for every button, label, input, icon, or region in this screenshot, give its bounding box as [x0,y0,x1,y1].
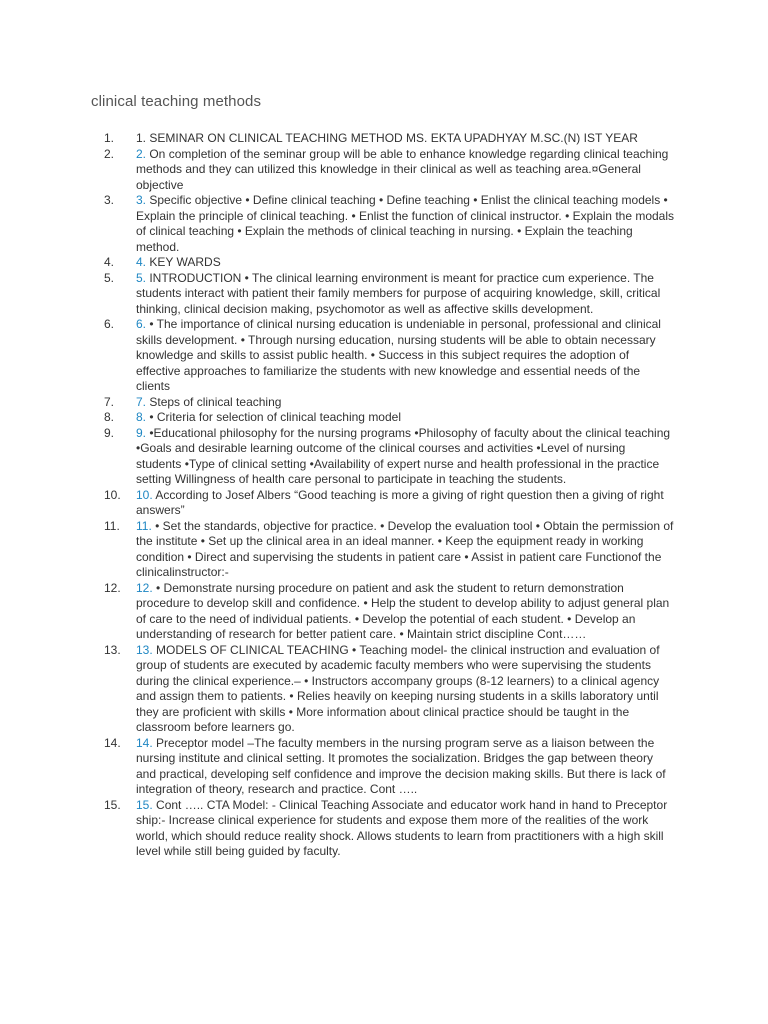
item-body [136,488,674,519]
document-title: clinical teaching methods [91,93,262,110]
item-text: • The importance of clinical nursing education is undeniable in personal, professional and clinical skills development. • Through nursing education, nursing students will be able to obtain necessary knowledge and skills to assist public health. • Success in this subject requires the adoption of effective approaches to familiarize the students with new knowledge and essential needs of the clients [136,317,661,393]
item-number: 13. [104,642,121,657]
slide-link[interactable]: 5. [136,270,147,285]
list-item [104,147,674,194]
list-item [104,643,674,736]
item-number: 4. [104,255,115,269]
transcript-list [104,131,674,860]
item-number: 15. [104,797,121,812]
item-body [136,255,674,271]
item-body [136,193,674,255]
item-body [136,581,674,643]
list-item [104,736,674,798]
list-item [104,519,674,581]
item-number: 14. [104,735,121,750]
slide-link[interactable]: 9. [136,425,147,440]
item-body [136,519,674,581]
item-body [136,395,674,411]
item-body [136,410,674,426]
item-body [136,643,674,736]
slide-link[interactable]: 15. [136,797,153,812]
list-item [104,131,674,147]
slide-link[interactable]: 12. [136,580,153,595]
item-number: 2. [104,146,115,161]
slide-link[interactable]: 8. [136,410,147,424]
slide-link[interactable]: 13. [136,642,153,657]
item-text: • Criteria for selection of clinical teaching model [146,410,401,424]
item-text: Preceptor model –The faculty members in the nursing program serve as a liaison between the nursing institute and clinical setting. It promotes the socialization. Bridges the gap between theory and practical, developing self confidence and improve the decision making skills. But there is lack of integration of theory, research and practice. Cont ….. [136,735,666,796]
item-text: On completion of the seminar group will be able to enhance knowledge regarding clinical teaching methods and they can utilized this knowledge in their clinical as well as teaching area.¤General objective [136,146,669,192]
slide-link[interactable]: 10. [136,487,153,502]
item-number: 12. [104,580,121,595]
list-item [104,255,674,271]
item-text: Steps of clinical teaching [146,394,282,409]
slide-link[interactable]: 14. [136,735,153,750]
item-body [136,147,674,194]
item-number: 11. [104,518,120,533]
item-body [136,426,674,488]
item-number: 7. [104,394,115,409]
item-body [136,131,674,147]
slide-link[interactable]: 7. [136,394,147,409]
item-text: •Educational philosophy for the nursing programs •Philosophy of faculty about the clinical teaching •Goals and desirable learning outcome of the clinical courses and activities •Level of nursing students •Type of clinical setting •Availability of expert nurse and health professional in the practice setting Willingness of health care personal to participate in teaching the students. [136,425,671,486]
item-body [136,317,674,395]
item-number: 1. [104,131,115,145]
list-item [104,395,674,411]
item-text: KEY WARDS [146,255,221,269]
slide-link[interactable]: 11. [136,518,152,533]
slide-link[interactable]: 6. [136,317,147,331]
item-text: According to Josef Albers “Good teaching is more a giving of right question then a giving of right answers” [136,487,664,517]
item-number: 3. [104,193,115,207]
item-number: 10. [104,487,121,502]
list-item [104,426,674,488]
list-item [104,488,674,519]
slide-number-text: 1. [136,131,147,145]
item-text: INTRODUCTION • The clinical learning environment is meant for practice cum experience. The students interact with patient their family members for purpose of acquiring knowledge, skill, critical thinking, clinical decision making, psychomotor as well as affective skills development. [136,270,661,316]
item-text: Specific objective • Define clinical teaching • Define teaching • Enlist the clinical teaching models • Explain the principle of clinical teaching. • Enlist the function of clinical instructor. • Explain the modals of clinical teaching • Explain the methods of clinical teaching in nursing. • Explain the teaching method. [136,193,675,254]
list-item [104,193,674,255]
slide-link[interactable]: 4. [136,255,147,269]
list-item [104,581,674,643]
item-body [136,736,674,798]
slide-link[interactable]: 3. [136,193,147,207]
item-number: 9. [104,425,115,440]
item-body [136,798,674,860]
item-number: 5. [104,270,115,285]
item-text: Cont ….. CTA Model: - Clinical Teaching Associate and educator work hand in hand to Preceptor ship:- Increase clinical experience for students and expose them more of the realities of the work world, which should reduce reality shock. Allows students to learn from practitioners with a high skill level while still being guided by faculty. [136,797,668,858]
item-text: SEMINAR ON CLINICAL TEACHING METHOD MS. EKTA UPADHYAY M.SC.(N) IST YEAR [146,131,638,145]
item-body [136,271,674,318]
item-text: MODELS OF CLINICAL TEACHING • Teaching model- the clinical instruction and evaluation of group of students are executed by academic faculty members who were supervising the students during the clinical experience.– • Instructors accompany groups (8-12 learners) to a clinical agency and assign them to patients. • Relies heavily on keeping nursing students in a skills laboratory until they are proficient with skills • More information about clinical practice should be taught in the classroom before learners go. [136,642,660,734]
list-item [104,410,674,426]
list-item [104,271,674,318]
item-text: • Set the standards, objective for practice. • Develop the evaluation tool • Obtain the permission of the institute • Set up the clinical area in an ideal manner. • Keep the equipment ready in working condition • Direct and supervising the students in patient care • Assist in patient care Functionof the clinicalinstructor:- [136,518,674,579]
item-number: 8. [104,410,115,424]
list-item [104,798,674,860]
item-number: 6. [104,317,115,331]
item-text: • Demonstrate nursing procedure on patient and ask the student to return demonstration procedure to develop skill and confidence. • Help the student to develop ability to adjust general plan of care to the need of individual patients. • Develop the potential of each student. • Develop an understanding of research for better patient care. • Maintain strict discipline Cont…… [136,580,670,641]
slide-link[interactable]: 2. [136,146,147,161]
list-item [104,317,674,395]
